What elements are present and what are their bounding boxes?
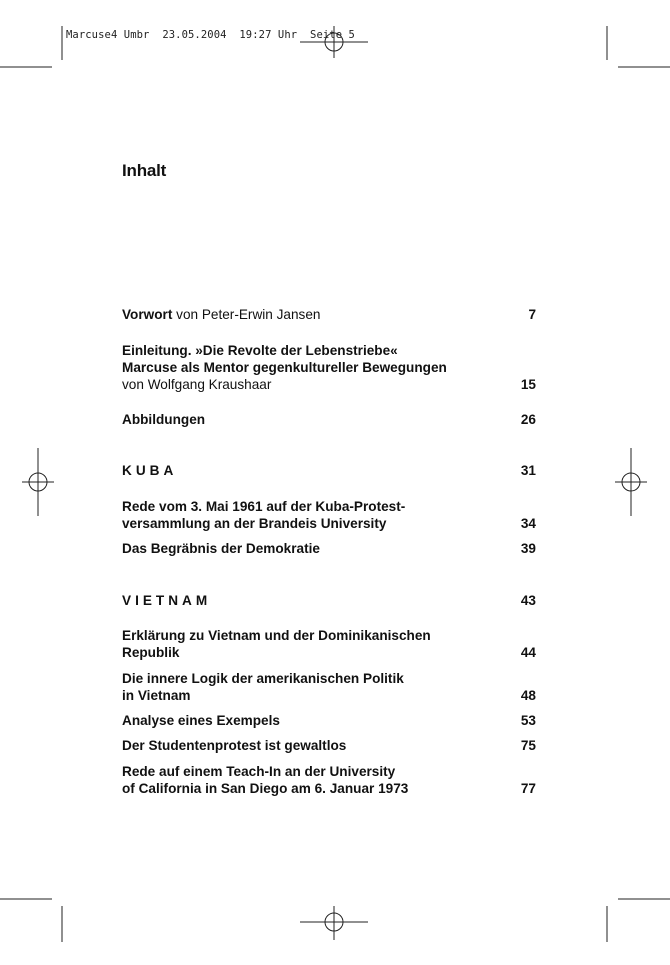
section-title: KUBA — [122, 463, 178, 478]
entry-title-line-2: Marcuse als Mentor gegenkultureller Bewegungen — [122, 360, 447, 375]
entry-author: von Wolfgang Kraushaar — [122, 377, 272, 392]
toc-section-vietnam — [122, 592, 536, 609]
entry-title-line-2: Republik — [122, 645, 180, 660]
toc-entry-logik — [122, 670, 536, 704]
page-number: 26 — [520, 412, 536, 427]
print-slug: Marcuse4 Umbr 23.05.2004 19:27 Uhr Seite 5 — [66, 29, 355, 41]
registration-mark-bottom — [300, 906, 368, 940]
toc-entry-erklaerung — [122, 627, 536, 661]
entry-title: Analyse eines Exempels — [122, 713, 280, 728]
entry-title-line-1: Einleitung. »Die Revolte der Lebenstriebe« — [122, 343, 398, 358]
page-number: 53 — [520, 713, 536, 728]
page-number: 15 — [520, 377, 536, 392]
toc-entry-abbildungen — [122, 411, 536, 428]
page-number: 31 — [520, 463, 536, 478]
entry-title-line-2: in Vietnam — [122, 688, 191, 703]
entry-title-line-1: Rede auf einem Teach-In an der University — [122, 764, 396, 779]
entry-title-line-2: versammlung an der Brandeis University — [122, 516, 387, 531]
registration-mark-left — [22, 448, 54, 516]
page-number: 7 — [528, 307, 536, 322]
entry-title-line-1: Erklärung zu Vietnam und der Dominikanischen — [122, 628, 431, 643]
entry-title-line-1: Rede vom 3. Mai 1961 auf der Kuba-Protest- — [122, 499, 406, 514]
page-number: 77 — [520, 781, 536, 796]
toc-section-kuba — [122, 462, 536, 479]
entry-author: von Peter-Erwin Jansen — [176, 307, 321, 322]
entry-title-line-1: Die innere Logik der amerikanischen Politik — [122, 671, 404, 686]
toc-entry-rede-1961 — [122, 498, 536, 532]
entry-title: Vorwort — [122, 307, 173, 322]
page-number: 43 — [520, 593, 536, 608]
entry-title: Das Begräbnis der Demokratie — [122, 541, 320, 556]
entry-title-line-2: of California in San Diego am 6. Januar 1973 — [122, 781, 409, 796]
toc-entry-studentenprotest — [122, 737, 536, 754]
toc-entry-analyse — [122, 712, 536, 729]
entry-title: Der Studentenprotest ist gewaltlos — [122, 738, 347, 753]
toc-entry-einleitung — [122, 342, 536, 393]
section-title: VIETNAM — [122, 593, 212, 608]
toc-entry-vorwort — [122, 306, 536, 323]
registration-mark-top — [300, 26, 368, 58]
registration-mark-right — [615, 448, 647, 516]
page-number: 48 — [520, 688, 536, 703]
toc-entry-begraebnis — [122, 540, 536, 557]
toc-entry-teach-in — [122, 763, 536, 797]
page-number: 44 — [520, 645, 536, 660]
entry-title: Abbildungen — [122, 412, 206, 427]
page-number: 39 — [520, 541, 536, 556]
page-number: 75 — [520, 738, 536, 753]
page-number: 34 — [520, 516, 536, 531]
page-title: Inhalt — [122, 161, 167, 180]
